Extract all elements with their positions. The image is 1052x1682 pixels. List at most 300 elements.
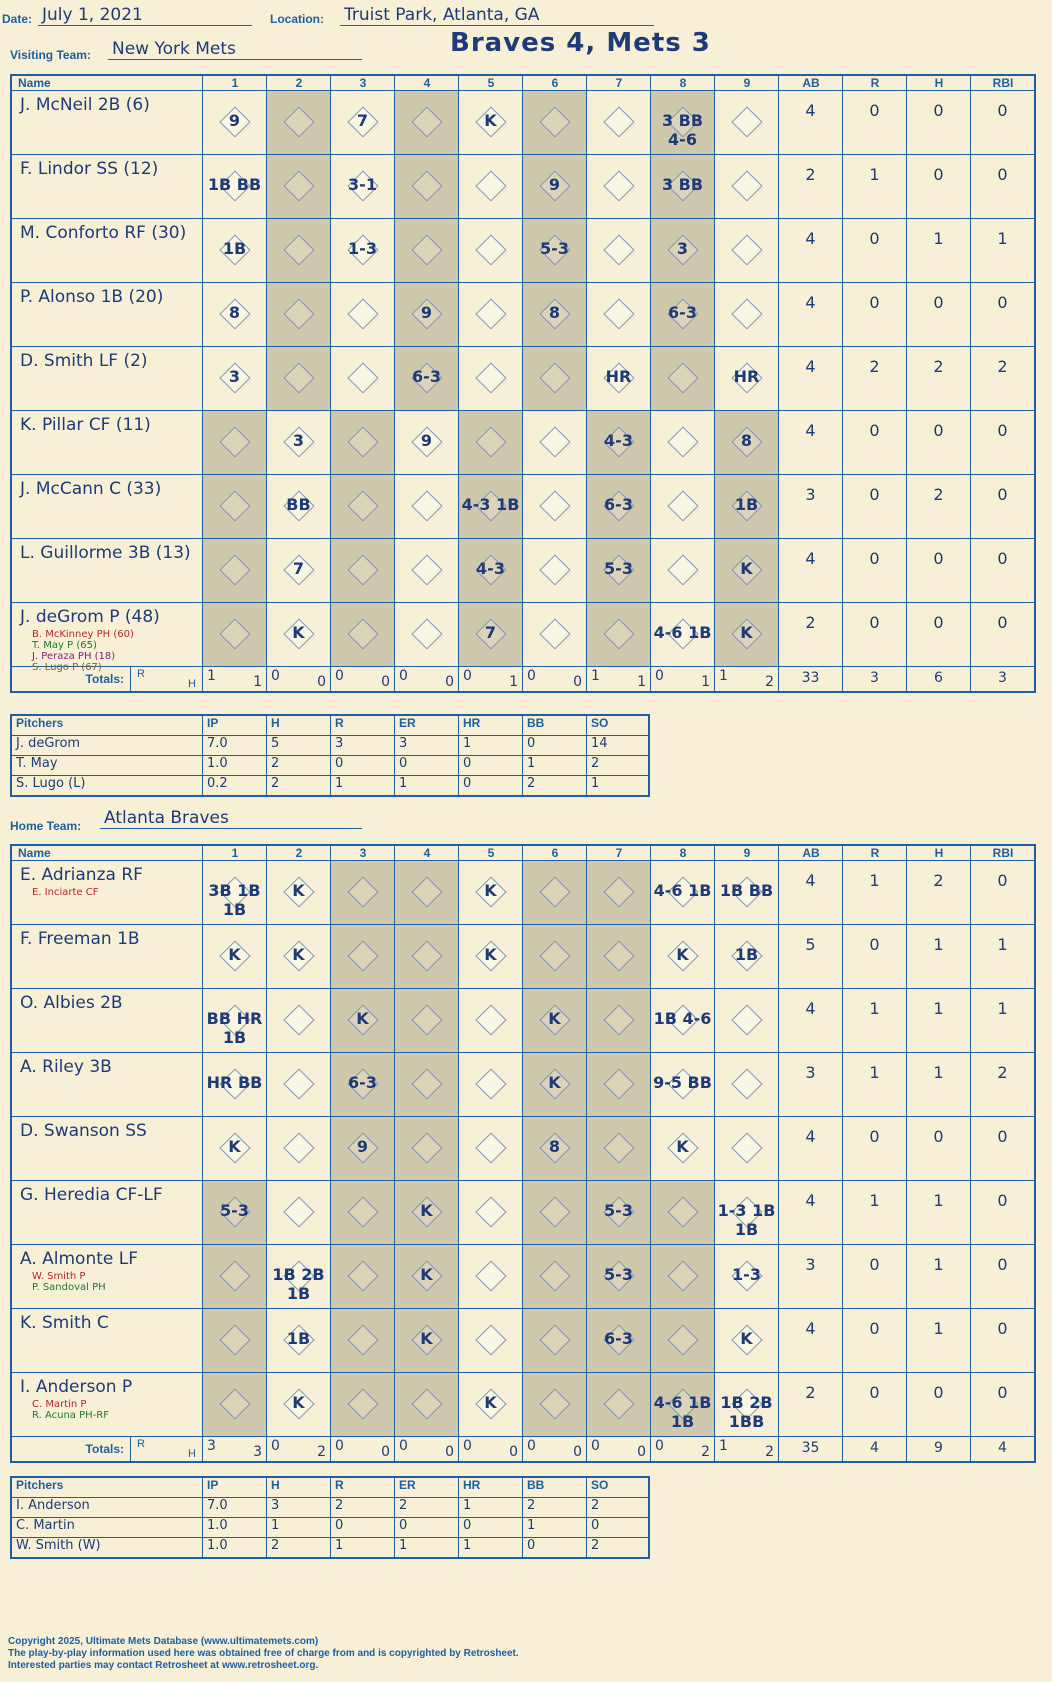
at-bat-cell — [458, 1373, 522, 1436]
at-bat-cell — [202, 1309, 266, 1372]
pitcher-stat: 0 — [522, 1538, 586, 1557]
batter-name: A. Almonte LF — [20, 1249, 139, 1269]
at-bat-cell — [266, 411, 330, 474]
at-bat-cell — [714, 411, 778, 474]
substitute-name: B. McKinney PH (60) — [32, 629, 134, 640]
inning-total — [394, 667, 458, 691]
pitcher-stat: 0 — [458, 1518, 522, 1537]
pitcher-name: T. May — [16, 756, 58, 771]
location-label: Location: — [270, 12, 324, 26]
visiting-team-name: New York Mets — [108, 39, 362, 60]
pitcher-stat: 0 — [586, 1518, 648, 1537]
play-result: 9 — [420, 431, 433, 450]
inning-hits: 0 — [509, 1444, 518, 1460]
batter-stat: 2 — [778, 603, 842, 666]
play-result: 1-3 — [732, 1265, 761, 1284]
at-bat-cell — [202, 1053, 266, 1116]
batter-row — [12, 347, 1034, 411]
base-diamond — [283, 1004, 314, 1035]
at-bat-cell — [522, 219, 586, 282]
inning-hits: 3 — [253, 1444, 262, 1460]
play-result: 3 — [676, 239, 689, 258]
inning-header: 1 — [202, 846, 267, 860]
base-diamond — [539, 618, 570, 649]
batter-stat: 1 — [842, 1181, 906, 1244]
batter-stat: 0 — [970, 539, 1034, 602]
base-diamond — [347, 298, 378, 329]
base-diamond — [283, 234, 314, 265]
at-bat-cell — [330, 925, 394, 988]
rh-key — [130, 667, 202, 691]
pitchers-header-cell: BB — [522, 716, 586, 735]
batter-row — [12, 603, 1034, 673]
play-result: 8 — [548, 1137, 561, 1156]
base-diamond — [603, 1004, 634, 1035]
at-bat-cell — [330, 91, 394, 154]
base-diamond — [283, 298, 314, 329]
base-diamond — [475, 298, 506, 329]
pitchers-header-cell: ER — [394, 1478, 458, 1497]
at-bat-cell — [458, 539, 522, 602]
at-bat-cell — [266, 925, 330, 988]
batter-stat: 0 — [970, 1373, 1034, 1436]
play-result: 1B 2B 1BB — [720, 1393, 773, 1431]
inning-total — [394, 1437, 458, 1461]
batter-stat: 4 — [778, 989, 842, 1052]
at-bat-cell — [458, 411, 522, 474]
batter-stat: 3 — [778, 1245, 842, 1308]
at-bat-cell — [522, 1373, 586, 1436]
at-bat-cell — [266, 475, 330, 538]
batter-row — [12, 1053, 1034, 1117]
batter-row — [12, 219, 1034, 283]
inning-hits: 0 — [573, 1444, 582, 1460]
base-diamond — [347, 1388, 378, 1419]
at-bat-cell — [522, 475, 586, 538]
stat-header: RBI — [970, 76, 1035, 90]
base-diamond — [731, 1132, 762, 1163]
pitcher-row — [12, 756, 648, 776]
pitcher-name: W. Smith (W) — [16, 1538, 101, 1553]
at-bat-cell — [202, 1245, 266, 1308]
at-bat-cell — [266, 1245, 330, 1308]
pitchers-header-cell: H — [266, 1478, 330, 1497]
play-result: K — [228, 1137, 241, 1156]
batter-name: G. Heredia CF-LF — [20, 1185, 163, 1205]
at-bat-cell — [266, 347, 330, 410]
batter-row — [12, 283, 1034, 347]
inning-hits: 0 — [381, 1444, 390, 1460]
at-bat-cell — [202, 475, 266, 538]
batter-stat: 1 — [970, 219, 1034, 282]
base-diamond — [667, 1324, 698, 1355]
base-diamond — [731, 1004, 762, 1035]
substitutes-list — [32, 887, 98, 898]
at-bat-cell — [394, 603, 458, 666]
base-diamond — [283, 362, 314, 393]
at-bat-cell — [522, 861, 586, 924]
inning-total — [330, 1437, 394, 1461]
game-location: Truist Park, Atlanta, GA — [340, 5, 654, 26]
pitcher-stat: 5 — [266, 736, 330, 755]
play-result: 9-5 BB — [653, 1073, 712, 1092]
at-bat-cell — [714, 1117, 778, 1180]
play-result: 4-3 — [604, 431, 633, 450]
inning-total — [714, 667, 778, 691]
base-diamond — [219, 1324, 250, 1355]
at-bat-cell — [330, 1053, 394, 1116]
batter-name: A. Riley 3B — [20, 1057, 112, 1077]
at-bat-cell — [330, 539, 394, 602]
base-diamond — [347, 554, 378, 585]
base-diamond — [347, 940, 378, 971]
batter-stat: 0 — [842, 925, 906, 988]
play-result: K — [228, 945, 241, 964]
base-diamond — [603, 234, 634, 265]
base-diamond — [731, 1068, 762, 1099]
pitcher-name: C. Martin — [16, 1518, 75, 1533]
at-bat-cell — [714, 155, 778, 218]
at-bat-cell — [394, 283, 458, 346]
base-diamond — [731, 170, 762, 201]
batter-stat: 4 — [778, 861, 842, 924]
play-result: 4-6 1B 1B — [653, 1393, 712, 1431]
inning-runs: 0 — [527, 1438, 536, 1454]
pitcher-stat: 14 — [586, 736, 648, 755]
base-diamond — [603, 1068, 634, 1099]
batter-stat: 4 — [778, 539, 842, 602]
at-bat-cell — [266, 219, 330, 282]
inning-runs: 1 — [591, 668, 600, 684]
inning-hits: 2 — [317, 1444, 326, 1460]
inning-header: 4 — [394, 846, 459, 860]
batter-stat: 1 — [970, 989, 1034, 1052]
play-result: K — [292, 1393, 305, 1412]
pitchers-header-row — [12, 1478, 648, 1498]
batter-row — [12, 1181, 1034, 1245]
batter-name: P. Alonso 1B (20) — [20, 287, 164, 307]
play-result: 4-3 — [476, 559, 505, 578]
play-result: K — [292, 945, 305, 964]
base-diamond — [347, 1324, 378, 1355]
base-diamond — [347, 426, 378, 457]
at-bat-cell — [714, 347, 778, 410]
batter-stat: 2 — [778, 155, 842, 218]
at-bat-cell — [330, 861, 394, 924]
pitcher-stat: 2 — [586, 756, 648, 775]
inning-total — [522, 667, 586, 691]
batter-stat: 0 — [842, 283, 906, 346]
batter-stat: 0 — [970, 91, 1034, 154]
at-bat-cell — [650, 1181, 714, 1244]
at-bat-cell — [330, 219, 394, 282]
stat-header: H — [906, 76, 971, 90]
home-pitchers-table — [10, 1476, 650, 1559]
at-bat-cell — [586, 283, 650, 346]
batter-stat: 1 — [970, 925, 1034, 988]
at-bat-cell — [202, 91, 266, 154]
pitcher-stat: 1 — [394, 776, 458, 795]
base-diamond — [603, 1388, 634, 1419]
at-bat-cell — [650, 925, 714, 988]
at-bat-cell — [394, 91, 458, 154]
play-result: 1B 4-6 — [653, 1009, 712, 1028]
base-diamond — [475, 1004, 506, 1035]
at-bat-cell — [586, 925, 650, 988]
batter-stat: 0 — [906, 1373, 970, 1436]
inning-header: 9 — [714, 76, 779, 90]
stat-header: RBI — [970, 846, 1035, 860]
batter-name: D. Swanson SS — [20, 1121, 147, 1141]
at-bat-cell — [714, 1053, 778, 1116]
pitchers-header-cell: SO — [586, 716, 648, 735]
at-bat-cell — [394, 861, 458, 924]
inning-header: 7 — [586, 76, 651, 90]
column-header-row — [12, 76, 1034, 91]
base-diamond — [283, 1132, 314, 1163]
pitcher-stat: 2 — [586, 1498, 648, 1517]
pitcher-stat: 1.0 — [202, 756, 266, 775]
at-bat-cell — [586, 347, 650, 410]
inning-total — [586, 1437, 650, 1461]
pitchers-header-cell: R — [330, 716, 394, 735]
play-result: 9 — [548, 175, 561, 194]
at-bat-cell — [522, 283, 586, 346]
base-diamond — [475, 1132, 506, 1163]
pitchers-header-cell: Pitchers — [16, 1478, 64, 1492]
base-diamond — [603, 106, 634, 137]
batter-stat: 4 — [778, 1181, 842, 1244]
at-bat-cell — [394, 1245, 458, 1308]
base-diamond — [603, 1132, 634, 1163]
base-diamond — [539, 490, 570, 521]
substitute-name: J. Peraza PH (18) — [32, 651, 116, 662]
batter-row — [12, 1117, 1034, 1181]
inning-hits: 0 — [317, 674, 326, 690]
play-result: 3-1 — [348, 175, 377, 194]
base-diamond — [475, 1196, 506, 1227]
base-diamond — [411, 1068, 442, 1099]
at-bat-cell — [650, 283, 714, 346]
pitcher-row — [12, 1538, 648, 1557]
base-diamond — [411, 554, 442, 585]
base-diamond — [219, 1388, 250, 1419]
inning-header: 5 — [458, 76, 523, 90]
play-result: K — [676, 945, 689, 964]
column-name-header: Name — [18, 76, 51, 90]
inning-hits: 2 — [701, 1444, 710, 1460]
at-bat-cell — [202, 411, 266, 474]
batter-stat: 1 — [906, 219, 970, 282]
batter-row — [12, 1373, 1034, 1437]
batter-stat: 2 — [778, 1373, 842, 1436]
inning-header: 8 — [650, 846, 715, 860]
base-diamond — [411, 490, 442, 521]
rh-key-h: H — [188, 1448, 196, 1460]
batter-stat: 0 — [970, 1181, 1034, 1244]
play-result: 6-3 — [348, 1073, 377, 1092]
at-bat-cell — [394, 989, 458, 1052]
at-bat-cell — [202, 861, 266, 924]
inning-runs: 1 — [719, 1438, 728, 1454]
batter-name: F. Lindor SS (12) — [20, 159, 159, 179]
play-result: 1B BB — [207, 175, 262, 194]
base-diamond — [539, 362, 570, 393]
play-result: 6-3 — [604, 1329, 633, 1348]
play-result: 4-6 1B — [653, 881, 712, 900]
at-bat-cell — [522, 347, 586, 410]
column-name-header: Name — [18, 846, 51, 860]
inning-total — [714, 1437, 778, 1461]
inning-header: 7 — [586, 846, 651, 860]
play-result: 9 — [228, 111, 241, 130]
at-bat-cell — [586, 411, 650, 474]
play-result: 1B BB — [719, 881, 774, 900]
at-bat-cell — [266, 283, 330, 346]
pitcher-stat: 1 — [522, 756, 586, 775]
at-bat-cell — [266, 1373, 330, 1436]
at-bat-cell — [330, 1245, 394, 1308]
play-result: K — [420, 1329, 433, 1348]
at-bat-cell — [330, 411, 394, 474]
at-bat-cell — [650, 603, 714, 666]
play-result: 4-3 1B — [461, 495, 520, 514]
base-diamond — [603, 876, 634, 907]
batter-stat: 1 — [842, 989, 906, 1052]
inning-hits: 2 — [765, 674, 774, 690]
substitute-name: R. Acuna PH-RF — [32, 1410, 109, 1421]
inning-header: 8 — [650, 76, 715, 90]
pitcher-row — [12, 776, 648, 795]
at-bat-cell — [522, 1245, 586, 1308]
at-bat-cell — [394, 1181, 458, 1244]
inning-total — [330, 667, 394, 691]
play-result: 3 — [292, 431, 305, 450]
at-bat-cell — [586, 1053, 650, 1116]
at-bat-cell — [394, 475, 458, 538]
inning-total — [202, 667, 266, 691]
column-header-row — [12, 846, 1034, 861]
rh-key — [130, 1437, 202, 1461]
base-diamond — [539, 1196, 570, 1227]
inning-runs: 0 — [399, 668, 408, 684]
batter-row — [12, 1309, 1034, 1373]
rh-key-h: H — [188, 678, 196, 690]
inning-hits: 0 — [573, 674, 582, 690]
at-bat-cell — [714, 539, 778, 602]
batter-stat: 5 — [778, 925, 842, 988]
batter-stat: 1 — [906, 1309, 970, 1372]
pitcher-stat: 2 — [586, 1538, 648, 1557]
at-bat-cell — [714, 91, 778, 154]
at-bat-cell — [330, 1181, 394, 1244]
base-diamond — [219, 1260, 250, 1291]
base-diamond — [603, 618, 634, 649]
play-result: 3 — [228, 367, 241, 386]
inning-runs: 0 — [271, 668, 280, 684]
batter-name: J. deGrom P (48) — [20, 607, 160, 627]
game-date: July 1, 2021 — [38, 5, 252, 26]
inning-runs: 0 — [527, 668, 536, 684]
play-result: K — [484, 945, 497, 964]
at-bat-cell — [522, 989, 586, 1052]
batter-name: L. Guillorme 3B (13) — [20, 543, 191, 563]
pitchers-header-cell: BB — [522, 1478, 586, 1497]
base-diamond — [347, 876, 378, 907]
batter-stat: 0 — [970, 475, 1034, 538]
play-result: K — [548, 1073, 561, 1092]
pitchers-header-cell: R — [330, 1478, 394, 1497]
pitcher-name: J. deGrom — [16, 736, 81, 751]
at-bat-cell — [330, 1309, 394, 1372]
at-bat-cell — [586, 603, 650, 666]
batter-stat: 0 — [906, 283, 970, 346]
home-scorecard — [10, 844, 1036, 1463]
batter-stat: 0 — [842, 219, 906, 282]
base-diamond — [667, 490, 698, 521]
base-diamond — [539, 1260, 570, 1291]
at-bat-cell — [458, 1309, 522, 1372]
at-bat-cell — [394, 1117, 458, 1180]
base-diamond — [539, 1324, 570, 1355]
base-diamond — [219, 554, 250, 585]
batter-stat: 0 — [970, 411, 1034, 474]
batter-stat: 0 — [842, 91, 906, 154]
pitcher-stat: 0 — [458, 776, 522, 795]
inning-total — [650, 1437, 714, 1461]
visitor-scorecard — [10, 74, 1036, 693]
pitchers-header-row — [12, 716, 648, 736]
at-bat-cell — [458, 1245, 522, 1308]
at-bat-cell — [714, 925, 778, 988]
base-diamond — [219, 490, 250, 521]
inning-runs: 0 — [591, 1438, 600, 1454]
at-bat-cell — [394, 1309, 458, 1372]
inning-runs: 0 — [655, 668, 664, 684]
home-team-name: Atlanta Braves — [100, 808, 362, 829]
batter-stat: 1 — [906, 925, 970, 988]
inning-runs: 0 — [335, 1438, 344, 1454]
base-diamond — [667, 426, 698, 457]
batter-stat: 0 — [906, 155, 970, 218]
base-diamond — [475, 1324, 506, 1355]
visitor-pitchers-table — [10, 714, 650, 797]
base-diamond — [347, 1196, 378, 1227]
at-bat-cell — [458, 1181, 522, 1244]
batter-stat: 1 — [906, 1245, 970, 1308]
play-result: 4-6 1B — [653, 623, 712, 642]
at-bat-cell — [458, 603, 522, 666]
at-bat-cell — [202, 989, 266, 1052]
batter-stat: 0 — [970, 1309, 1034, 1372]
home-team-label: Home Team: — [10, 819, 82, 833]
inning-header: 2 — [266, 846, 331, 860]
batter-stat: 0 — [906, 1117, 970, 1180]
base-diamond — [347, 618, 378, 649]
base-diamond — [667, 554, 698, 585]
at-bat-cell — [330, 989, 394, 1052]
batter-stat: 1 — [906, 1053, 970, 1116]
base-diamond — [603, 940, 634, 971]
batter-stat: 0 — [842, 1309, 906, 1372]
batter-stat: 4 — [778, 411, 842, 474]
at-bat-cell — [266, 603, 330, 666]
batter-stat: 0 — [842, 1117, 906, 1180]
stat-total: 9 — [906, 1437, 970, 1461]
pitchers-header-cell: HR — [458, 716, 522, 735]
batter-stat: 0 — [906, 539, 970, 602]
at-bat-cell — [586, 1245, 650, 1308]
